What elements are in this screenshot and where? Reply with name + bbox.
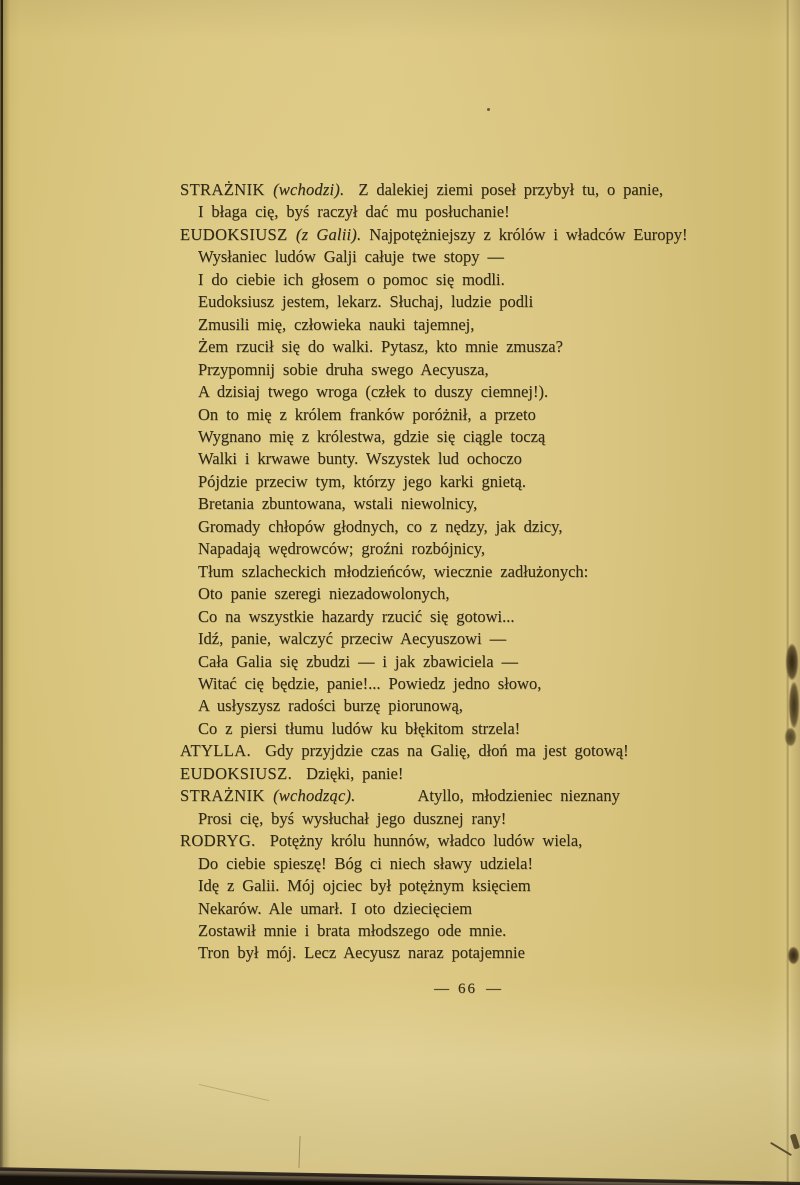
- verse-line: [180, 291, 765, 313]
- speaker-name: EUDOKSIUSZ.: [180, 763, 293, 783]
- play-text-block: [180, 179, 765, 965]
- verse-text: I błaga cię, byś raczył dać mu posłuchanie!: [198, 202, 510, 222]
- verse-line: [180, 853, 765, 875]
- ink-smudge: [785, 728, 796, 746]
- verse-text: Cała Galia się zbudzi — i jak zbawiciela —: [198, 651, 518, 671]
- page-number-dash: —: [486, 981, 501, 997]
- verse-line: [180, 695, 765, 717]
- verse-text: Zostawił mnie i brata młodszego ode mnie.: [198, 920, 507, 940]
- right-page-crease: [786, 0, 789, 1185]
- verse-text: Pójdzie przeciw tym, którzy jego karki gnietą.: [198, 471, 526, 491]
- right-page-edge: [791, 0, 800, 1185]
- crease-line: [298, 1136, 300, 1168]
- verse-line: [180, 336, 765, 358]
- verse-line: [180, 381, 765, 403]
- verse-line: [180, 718, 765, 740]
- verse-line: [180, 875, 765, 897]
- speaker-name: STRAŻNIK: [180, 180, 274, 199]
- verse-text: Bretania zbuntowana, wstali niewolnicy,: [198, 494, 478, 514]
- verse-text: A dzisiaj twego wroga (człek to duszy ciemnej!).: [198, 382, 549, 402]
- stage-direction: (wchodzi).: [273, 180, 345, 199]
- speaker-name: EUDOKSIUSZ: [180, 224, 296, 244]
- verse-line: [180, 448, 765, 470]
- verse-line: [180, 269, 765, 291]
- verse-text: Idź, panie, walczyć przeciw Aecyuszowi —: [198, 629, 507, 649]
- stage-direction: (z Galii).: [295, 224, 362, 244]
- stage-direction: (wchodząc).: [273, 786, 356, 806]
- verse-line: [180, 201, 765, 223]
- verse-line: [180, 830, 765, 852]
- verse-line: [180, 314, 765, 336]
- verse-line: [180, 179, 765, 201]
- verse-line: [180, 606, 765, 628]
- verse-text: Potężny królu hunnów, władco ludów wiela,: [269, 831, 583, 851]
- verse-text: Przypomnij sobie druha swego Aecyusza,: [198, 359, 489, 379]
- verse-line: [180, 359, 765, 381]
- verse-text: Walki i krwawe bunty. Wszystek lud ochoczo: [198, 449, 522, 469]
- verse-line: [180, 628, 765, 650]
- verse-text: Zmusili mię, człowieka nauki tajemnej,: [198, 314, 475, 334]
- verse-text: Najpotężniejszy z królów i władców Europy!: [361, 224, 688, 244]
- verse-line: [180, 224, 765, 246]
- verse-text: Atyllo, młodzieniec nieznany: [417, 786, 620, 806]
- verse-text: Prosi cię, byś wysłuchał jego dusznej rany!: [198, 808, 507, 828]
- page-number-value: 66: [458, 981, 477, 997]
- verse-line: [180, 740, 765, 762]
- verse-text: Co na wszystkie hazardy rzucić się gotowi...: [198, 606, 515, 626]
- verse-line: [180, 808, 765, 830]
- verse-line: [180, 538, 765, 560]
- verse-text: Dzięki, panie!: [306, 763, 404, 783]
- crease-line: [199, 1084, 269, 1101]
- speaker-name: STRAŻNIK: [180, 786, 274, 806]
- verse-text: On to mię z królem franków poróżnił, a przeto: [198, 404, 536, 424]
- verse-line: [180, 404, 765, 426]
- verse-line: [180, 426, 765, 448]
- verse-text: Co z piersi tłumu ludów ku błękitom strzela!: [198, 718, 521, 738]
- verse-text: Wysłaniec ludów Galji całuje twe stopy —: [198, 247, 504, 267]
- verse-line: [180, 583, 765, 605]
- verse-text: Gromady chłopów głodnych, co z nędzy, jak dzicy,: [198, 516, 563, 536]
- verse-text: Idę z Galii. Mój ojciec był potężnym księciem: [198, 876, 531, 896]
- verse-line: [180, 471, 765, 493]
- ink-smudge: [786, 644, 798, 680]
- ink-smudge: [789, 682, 799, 728]
- verse-line: [180, 673, 765, 695]
- verse-line: [180, 246, 765, 268]
- verse-line: [180, 516, 765, 538]
- verse-line: [180, 651, 765, 673]
- verse-text: Gdy przyjdzie czas na Galię, dłoń ma jest gotową!: [265, 741, 629, 761]
- page-number-dash: —: [434, 981, 449, 997]
- ink-smudge: [788, 947, 799, 964]
- verse-text: Żem rzucił się do walki. Pytasz, kto mnie zmusza?: [198, 337, 563, 357]
- speaker-name: RODRYG.: [180, 831, 256, 851]
- verse-text: Witać cię będzie, panie!... Powiedz jedno słowo,: [198, 673, 542, 693]
- verse-text: Tron był mój. Lecz Aecyusz naraz potajemnie: [198, 943, 525, 963]
- page-number: [180, 981, 755, 998]
- bottom-scan-band: [0, 1167, 800, 1185]
- speaker-name: ATYLLA.: [180, 741, 252, 761]
- verse-line: [180, 561, 765, 583]
- verse-text: Nekarów. Ale umarł. I oto dziecięciem: [198, 898, 473, 918]
- verse-line: [180, 920, 765, 942]
- verse-text: Eudoksiusz jestem, lekarz. Słuchaj, ludzie podli: [198, 292, 534, 312]
- verse-line: [180, 898, 765, 920]
- verse-text: Napadają wędrowców; groźni rozbójnicy,: [198, 539, 486, 559]
- verse-text: I do ciebie ich głosem o pomoc się modli.: [198, 269, 505, 289]
- verse-text: Z dalekiej ziemi poseł przybył tu, o panie,: [358, 180, 664, 199]
- verse-line: [180, 493, 765, 515]
- verse-line: [180, 942, 765, 964]
- verse-text: Wygnano mię z królestwa, gdzie się ciągle toczą: [198, 426, 546, 446]
- paper-speck: [487, 108, 490, 111]
- verse-text: Tłum szlacheckich młodzieńców, wiecznie zadłużonych:: [198, 561, 589, 581]
- verse-line: [180, 785, 765, 807]
- verse-line: [180, 763, 765, 785]
- verse-text: Do ciebie spieszę! Bóg ci niech sławy udziela!: [198, 853, 533, 873]
- verse-text: Oto panie szeregi niezadowolonych,: [198, 584, 450, 604]
- verse-text: A usłyszysz radości burzę piorunową,: [198, 696, 463, 716]
- left-page-edge-line: [1, 0, 3, 1185]
